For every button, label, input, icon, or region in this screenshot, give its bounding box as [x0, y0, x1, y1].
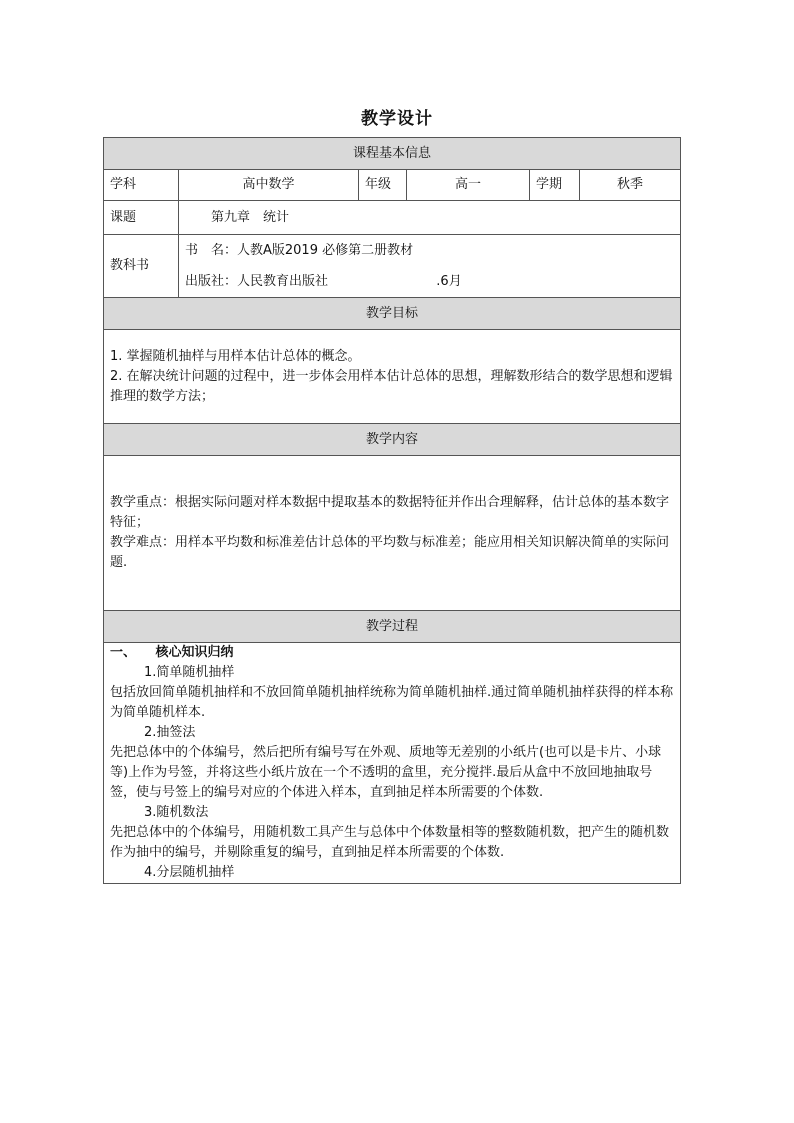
topic-value: 第九章 统计 — [179, 201, 681, 235]
key-point: 教学重点：根据实际问题对样本数据中提取基本的数据特征并作出合理解释，估计总体的基本数字特征； — [110, 495, 670, 530]
item-text: 先把总体中的个体编号，用随机数工具产生与总体中个体数量相等的整数随机数，把产生的随机数作为抽中的编号，并剔除重复的编号，直到抽足样本所需要的个体数. — [110, 825, 670, 860]
goal-item: 2. 在解决统计问题的过程中，进一步体会用样本估计总体的思想，理解数形结合的数学思想和逻辑推理的数学方法； — [110, 368, 673, 404]
publisher: 出版社：人民教育出版社 — [185, 274, 329, 289]
section-header-goals: 教学目标 — [104, 298, 681, 330]
content-cell — [104, 456, 681, 611]
grade-label: 年级 — [359, 170, 407, 201]
goal-item: 1. 掌握随机抽样与用样本估计总体的概念。 — [110, 348, 361, 364]
difficulty-point: 教学难点：用样本平均数和标准差估计总体的平均数与标准差；能应用相关知识解决简单的实际问题. — [110, 535, 670, 570]
process-cell — [104, 643, 681, 884]
grade-value: 高一 — [407, 170, 530, 201]
process-heading: 一、 核心知识归纳 — [110, 645, 234, 660]
item-title: 2.抽签法 — [144, 725, 196, 740]
item-title: 4.分层随机抽样 — [144, 865, 235, 880]
item-title: 3.随机数法 — [144, 805, 209, 820]
term-label: 学期 — [530, 170, 580, 201]
section-header-basic-info: 课程基本信息 — [104, 138, 681, 170]
section-header-content: 教学内容 — [104, 424, 681, 456]
publish-month: .6月 — [436, 274, 462, 289]
term-value: 秋季 — [580, 170, 681, 201]
book-name: 书 名：人教A版2019 必修第二册教材 — [185, 243, 414, 258]
subject-value: 高中数学 — [179, 170, 359, 201]
item-text: 包括放回简单随机抽样和不放回简单随机抽样统称为简单随机抽样.通过简单随机抽样获得的样本称为简单随机样本. — [110, 685, 674, 720]
textbook-info — [179, 235, 681, 298]
textbook-label: 教科书 — [104, 235, 179, 298]
section-header-process: 教学过程 — [104, 611, 681, 643]
topic-label: 课题 — [104, 201, 179, 235]
item-title: 1.简单随机抽样 — [144, 665, 235, 680]
document-title: 教学设计 — [361, 109, 433, 129]
publisher-line — [185, 266, 674, 297]
item-text: 先把总体中的个体编号，然后把所有编号写在外观、质地等无差别的小纸片(也可以是卡片、小球等)上作为号签，并将这些小纸片放在一个不透明的盒里，充分搅拌.最后从盒中不放回地抽取号签，使与号签上的编号对应的个体进入样本，直到抽足样本所需要的个体数. — [110, 745, 662, 800]
goals-cell — [104, 330, 681, 424]
subject-label: 学科 — [104, 170, 179, 201]
lesson-plan-table — [103, 137, 681, 884]
